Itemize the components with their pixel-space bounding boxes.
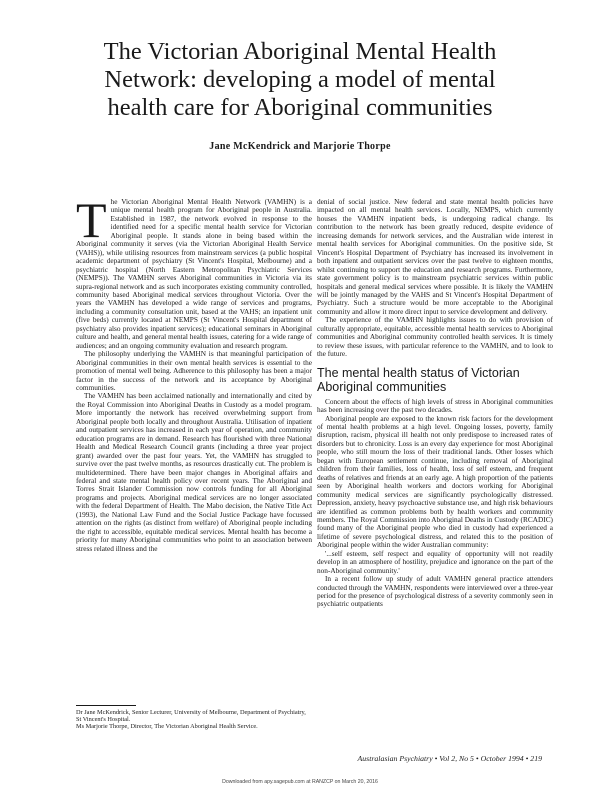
article-title [70,38,530,122]
title-line: Network: developing a model of mental [104,66,496,93]
body-paragraph: The experience of the VAMHN highlights issues to do with provision of culturally appropriate, equitable, accessible mental health services to Aboriginal communities and Aboriginal community controlled health services. It is timely to review these issues, with particular reference to the VAMHN, and to look to the future. [317,315,553,359]
section-heading-line: The mental health status of Victorian [317,365,520,380]
body-paragraph: The VAMHN has been acclaimed nationally and internationally and cited by the Royal Commission into Aboriginal Deaths in Custody as a model program. More importantly the network has received overwhelming support from Aboriginal people both locally and throughout Australia. Utilisation of inpatient and outpatient services has increased in each year of operation, and community education programs are in demand. Research has flourished with three National Health and Medical Research Council grants (including a three year project grant) awarded over the past four years. Yet, the VAMHN has struggled to survive over the past twelve months, as resources drastically cut. The problem is multidetermined. There have been major changes in Aboriginal affairs and federal and state mental health policy over recent years. The Aboriginal and Torres Strait Islander Commission now controls funding for all Aboriginal programs and projects. Aboriginal medical services are no longer associated with the federal Department of Health. The Mabo decision, the Native Title Act (1993), the National Law Fund and the Social Justice Package have focussed attention on the rights (as distinct from welfare) of Aboriginal people including the right to accessible, equitable medical services. Mental health has become a priority for many Aboriginal communities who point to an association between stress related illness and the [76,391,312,553]
section-heading-line: Aboriginal communities [317,379,447,394]
body-paragraph: Aboriginal people are exposed to the known risk factors for the development of mental health problems at a high level. Ongoing losses, poverty, family disruption, racism, physical ill health not only predispose to increased rates of disorders but to chronicity. Loss is an every day experience for most Aboriginal people, who still mourn the loss of their traditional lands. Other losses which began with European settlement continue, including removal of Aboriginal children from their families, loss of health, loss of self esteem, and frequent deaths of relatives and friends at an early age. A high proportion of the patients seen by Aboriginal health workers and doctors working for Aboriginal community medical services are significantly psychologically distressed. Depression, anxiety, heavy psychoactive substance use, and high risk behaviours are identified as common problems both by health workers and community members. The Royal Commission into Aboriginal Deaths in Custody (RCADIC) found many of the Aboriginal people who died in custody had experienced a lifetime of severe psychological distress, and related this to the position of Aboriginal people within the wider Australian community: [317,413,553,550]
body-paragraph: The philosophy underlying the VAMHN is that meaningful participation of Aboriginal communities in their own mental health services is essential to the promotion of mental well being. Adherence to this philosophy has been a major factor in the success of the network and its acceptance by Aboriginal communities. [76,349,312,392]
title-line: The Victorian Aboriginal Mental Health [103,38,497,65]
quotation-paragraph: '...self esteem, self respect and equality of opportunity will not readily develop in an atmosphere of hostility, prejudice and ignorance on the part of the non-Aboriginal community.' [317,548,553,575]
footnote-line: Ms Marjorie Thorpe, Director, The Victorian Aboriginal Health Service. [76,723,258,731]
footnote-rule [76,705,136,706]
body-paragraph: Concern about the effects of high levels of stress in Aboriginal communities has been increasing over the past two decades. [317,396,553,415]
article-authors: Jane McKendrick and Marjorie Thorpe [209,141,391,152]
body-paragraph: In a recent follow up study of adult VAMHN general practice attenders conducted through the VAMHN, respondents were interviewed over a three-year period for the presence of psychological distress of a severity commonly seen in psychiatric outpatients [317,574,553,609]
drop-cap: T [76,192,107,248]
left-column [76,192,312,553]
author-footnote [76,705,312,731]
download-notice: Downloaded from apy.sagepub.com at RANZCP on March 20, 2016 [222,779,378,785]
page-footer: Australasian Psychiatry • Vol 2, No 5 • October 1994 • 219 [357,754,542,763]
right-column [317,198,553,609]
intro-paragraph [76,192,312,350]
footnote-line: Dr Jane McKendrick, Senior Lecturer, University of Melbourne, Department of Psychiatry, St Vincent's Hospital. [76,709,306,724]
title-line: health care for Aboriginal communities [107,94,493,121]
intro-paragraph-text: he Victorian Aboriginal Mental Health Network (VAMHN) is a unique mental health program for Aboriginal people in Australia. Established in 1987, the network evolved in response to the identified need for a specific mental health service for Victorian Aboriginal people. It stands alone in being based within the Aboriginal community it serves (via the Victorian Aboriginal Health Service (VAHS)), while utilising resources from mainstream services (a public hospital academic department of psychiatry (St Vincent's Hospital, Melbourne) and a psychiatric hospital (North Eastern Metropolitan Psychiatric Services (NEMPS)). The VAMHN serves Aboriginal communities in Victoria via its supra-regional network and as such incorporates existing community controlled, community based Aboriginal medical services throughout Victoria. Over the years the VAMHN has developed a wide range of services and programs, including a community consultation unit, based at the VAHS; an inpatient unit (five beds) currently located at NEMPS (St Vincent's Hospital department of psychiatry also provides inpatient services); educational seminars in Aboriginal culture and health, and general mental health issues, catering for a wide range of audiences; and an ongoing community evaluation and research program. [76,197,312,350]
body-paragraph: denial of social justice. New federal and state mental health policies have impacted on all mental health services. Locally, NEMPS, which currently houses the VAMHN inpatient beds, is undergoing radical change. Its contribution to the network has been greatly reduced, despite evidence of increasing demands for network services, and the Australian wide interest in mental health services for Aboriginal communities. On the positive side, St Vincent's Hospital Department of Psychiatry has increased its involvement in both inpatient and outpatient services over the past twelve to eighteen months, whilst continuing to support the education and research programs. Furthermore, state government policy is to mainstream psychiatric services within public hospitals and general medical services where possible. It is likely the VAMHN will be jointly managed by the VAHS and St Vincent's Hospital Department of Psychiatry. Such a structure would be more acceptable to the Aboriginal community and allow it more direct input to service development and delivery. [317,197,553,316]
section-heading [317,366,553,394]
